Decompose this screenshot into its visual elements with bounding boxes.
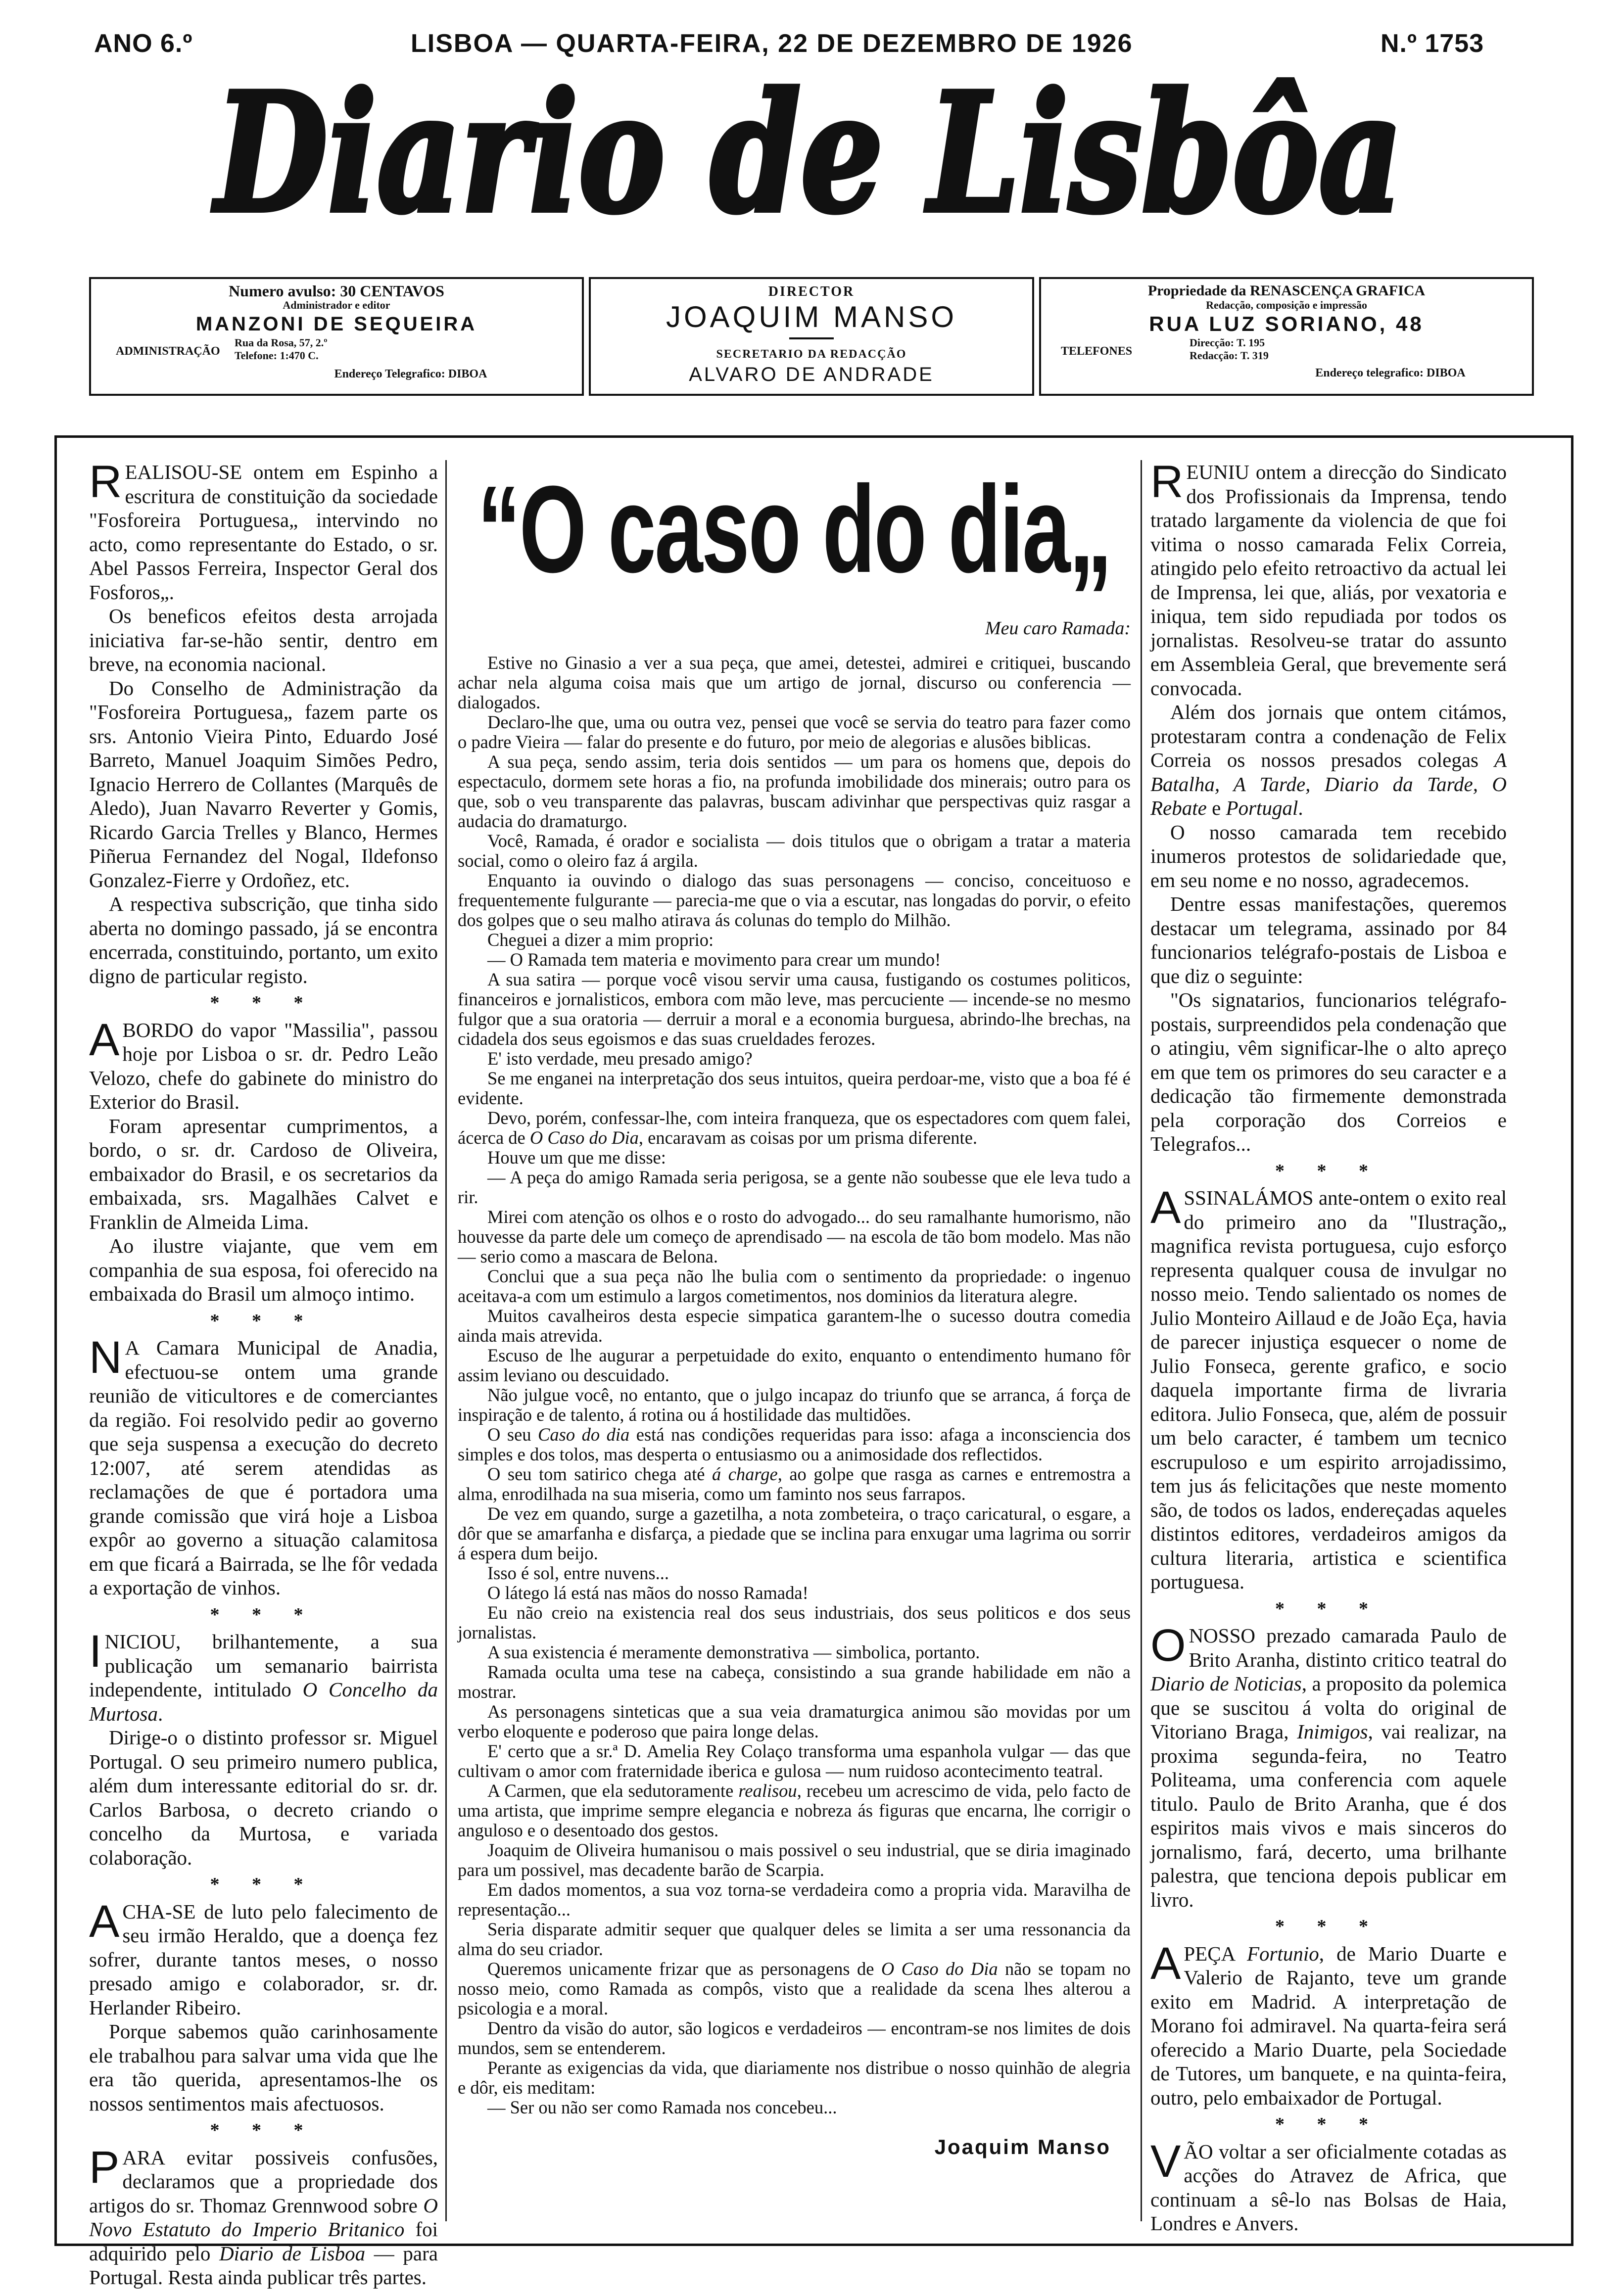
news-text: , de Mario Duarte e Valerio de Rajanto, teve um grande exito em Madrid. A interpretação de Morano foi admiravel. Na quarta-feira será oferecido a Mario Duarte, pela Sociedade de Tutores, um banquete, e na quinta-feira, outro, pelo embaixador de Portugal. xyxy=(1150,1942,1507,2109)
news-sindicato-p2 xyxy=(1150,700,1507,820)
director-label: DIRECTOR xyxy=(768,284,855,299)
separator-stars: * * * xyxy=(210,2120,317,2141)
article-paragraph: Você, Ramada, é orador e socialista — dois titulos que o obrigam a tratar a materia social, como o oleiro faz á argila. xyxy=(458,831,1131,871)
article-paragraph: Ramada oculta uma tese na cabeça, consistindo a sua grande habilidade em não a mostrar. xyxy=(458,1662,1131,1702)
owner-label: Propriedade da RENASCENÇA GRAFICA xyxy=(1147,282,1426,299)
secretary-name: ALVARO DE ANDRADE xyxy=(689,364,934,385)
article-paragraph: — O Ramada tem materia e movimento para crear um mundo! xyxy=(487,949,941,970)
article-text: Devo, porém, confessar-lhe, com inteira franqueza, que os espectadores com quem falei, ácerca de xyxy=(458,1108,1131,1148)
article-salutation: Meu caro Ramada: xyxy=(985,618,1131,639)
news-luto-p1: ACHA-SE de luto pelo falecimento de seu irmão Heraldo, que a doença fez sofrer, durante tantos meses, o nosso presado amigo e colaborador, sr. dr. Herlander Ribeiro. xyxy=(89,1896,438,2019)
article-paragraph: Cheguei a dizer a mim proprio: xyxy=(487,930,714,950)
masthead-logo xyxy=(208,57,1410,249)
admin-label: Administrador e editor xyxy=(283,299,390,311)
composition-label: Redacção, composição e impressão xyxy=(1206,299,1367,311)
article-paragraph xyxy=(458,1108,1131,1148)
article-paragraph: Em dados momentos, a sua voz torna-se verdadeira como a propria vida. Maravilha de representação... xyxy=(458,1879,1131,1920)
direction-divider xyxy=(789,337,834,339)
news-text: , a proposito da polemica que se suscitou á volta do original de Vitoriano Braga, xyxy=(1150,1672,1507,1743)
news-text: , vai realizar, na proxima segunda-feira, no Teatro Politeama, uma conferencia com aquele titulo. Paulo de Brito Aranha, que é dos espiritos mais vivos e mais sinceros do jornalismo, fará, decerto, uma brilhante palestra, que tenciona depois publicar em livro. xyxy=(1150,1720,1507,1911)
phone-direction: Direcção: T. 195 xyxy=(1190,336,1265,349)
play-title: Inimigos xyxy=(1297,1720,1368,1743)
newspaper-name: Portugal xyxy=(1226,797,1298,819)
news-text: ONOSSO prezado camarada Paulo de Brito Aranha, distinto critico teatral do xyxy=(1150,1620,1507,1671)
italic-term: á charge xyxy=(712,1464,778,1484)
article-text: está nas condições requeridas para isso: afaga a inconsciencia dos simples e dos tolos, mas desperta o entusiasmo ou a animosidade dos reflectidos. xyxy=(458,1424,1131,1464)
info-box-administration xyxy=(89,277,584,396)
news-fosforeira-p1: REALISOU-SE ontem em Espinho a escritura de constituição da sociedade "Fosforeira Portuguesa„ intervindo no acto, como representante do Estado, o sr. Abel Passos Ferreira, Inspector Geral dos Fosforos„. xyxy=(89,457,438,604)
separator-stars: * * * xyxy=(1275,1598,1382,1619)
center-column xyxy=(458,460,1131,2157)
separator-stars: * * * xyxy=(1275,1160,1382,1181)
news-massilia-p3: Ao ilustre viajante, que vem em companhia de sua esposa, foi oferecido na embaixada do Brasil um almoço intimo. xyxy=(89,1234,438,1305)
separator-stars: * * * xyxy=(1275,2114,1382,2135)
article-paragraph: — Ser ou não ser como Ramada nos concebeu... xyxy=(487,2097,837,2117)
info-box-property xyxy=(1039,277,1534,396)
article-text: , ao golpe que rasga as carnes e entremostra a alma, enrodilhada na sua miseria, como um faminto nos seus farrapos. xyxy=(458,1464,1131,1504)
separator-stars: * * * xyxy=(210,1874,317,1895)
article-paragraph: Joaquim de Oliveira humanisou o mais possivel o seu industrial, que se diria imaginado para um possivel, mas decadente barão de Scarpia. xyxy=(458,1840,1131,1880)
news-grennwood xyxy=(89,2142,438,2290)
news-ilustracao: ASSINALÁMOS ante-ontem o exito real do primeiro ano da "Ilustração„ magnifica revista portuguesa, cujo esforço representa qualquer cousa de invulgar no nosso meio. Tendo salientado os nomes de Julio Monteiro Aillaud e de João Eça, havia de parecer injustiça esquecer o nome de Julio Fonseca, gerente grafico, e socio daquela importante firma de livraria editora. Julio Fonseca, que, além de possuir um belo caracter, é tambem um tecnico escrupuloso e um espirito arrojadissimo, tem jus ás felicitações que neste momento são, de todos os lados, endereçadas aqueles distintos editores, verdadeiros amigos da cultura literaria, artistica e scientifica portuguesa. xyxy=(1150,1182,1507,1593)
separator-stars: * * * xyxy=(210,1310,317,1331)
separator-stars: * * * xyxy=(210,992,317,1013)
article-paragraph: Eu não creio na existencia real dos seus industriais, dos seus politicos e dos seus jornalistas. xyxy=(458,1602,1131,1642)
year-label: ANO 6.º xyxy=(94,29,193,58)
right-column xyxy=(1150,457,1507,2236)
article-paragraph: Mirei com atenção os olhos e o rosto do advogado... do seu ramalhante humorismo, não houvesse da parte dele um começo de aprendisado — na escola de tão bom modelo. Mas não — serio como a mascara de Belona. xyxy=(458,1207,1131,1266)
punctuation: . xyxy=(1298,797,1303,819)
article-paragraph: A sua peça, sendo assim, teria dois sentidos — um para os homens que, depois do espectaculo, dormem sete horas a fio, na profunda imobilidade dos minerais; outro para os que, sob o veu transparente das palavras, buscam adivinhar que perspectivas quiz rasgar a audacia do dramaturgo. xyxy=(458,751,1131,831)
article-paragraph: Muitos cavalheiros desta especie simpatica garantem-lhe o sucesso doutra comedia ainda mais atrevida. xyxy=(458,1306,1131,1346)
article-paragraph: — A peça do amigo Ramada seria perigosa, se a gente não soubesse que ele leva tudo a rir. xyxy=(458,1167,1131,1207)
punctuation: . xyxy=(157,1702,163,1725)
article-paragraph: Estive no Ginasio a ver a sua peça, que amei, detestei, admirei e critiquei, buscando achar nela alguma coisa mais que um artigo de jornal, discurso ou conferencia — dialogados. xyxy=(458,653,1131,712)
italic-term: realisou xyxy=(738,1781,797,1801)
masthead-title: Diario de Lisbôa xyxy=(211,57,1403,249)
article-paragraph xyxy=(458,1781,1131,1840)
article-paragraph: Perante as exigencias da vida, que diariamente nos distribue o nosso quinhão de alegria e dôr, eis meditam: xyxy=(458,2058,1131,2098)
newspaper-name: Diario de Noticias xyxy=(1150,1672,1302,1695)
phones-label: TELEFONES xyxy=(1061,345,1133,358)
news-atravez-africa: VÃO voltar a ser oficialmente cotadas as acções do Atravez de Africa, que continuam a sê-lo nas Bolsas de Haia, Londres e Anvers. xyxy=(1150,2136,1507,2235)
article-paragraph: Conclui que a sua peça não lhe bulia com o sentimento da propriedade: o ingenuo aceitava-a com um estimulo a largos cometimentos, nos dominios da literatura alegre. xyxy=(458,1266,1131,1306)
article-paragraph: Isso é sol, entre nuvens... xyxy=(487,1563,669,1583)
news-fosforeira-p2: Os beneficos efeitos desta arrojada iniciativa far-se-hão sentir, dentro em breve, na economia nacional. xyxy=(89,605,438,675)
news-brito-aranha xyxy=(1150,1620,1507,1912)
news-sindicato-p4: Dentre essas manifestações, queremos destacar um telegrama, assinado por 84 funcionarios telégrafo-postais de Lisboa e que diz o seguinte: xyxy=(1150,892,1507,987)
play-title: O Caso do Dia xyxy=(529,1127,639,1148)
director-name: JOAQUIM MANSO xyxy=(666,300,957,333)
article-paragraph xyxy=(458,1425,1131,1464)
news-anadia: NA Camara Municipal de Anadia, efectuou-se ontem uma grande reunião de viticultores e de comerciantes da região. Foi resolvido pedir ao governo que seja suspensa a execução do decreto 12:007, até serem atendidas as reclamações de que é portadora uma grande comissão que virá hoje a Lisboa expôr ao governo a situação calamitosa em que ficará a Bairrada, se lhe fôr vedada a exportação de vinhos. xyxy=(89,1332,438,1599)
article-paragraph: Escuso de lhe augurar a perpetuidade do exito, enquanto o entendimento humano fôr assim leviano ou descuidado. xyxy=(458,1345,1131,1385)
street-address: RUA LUZ SORIANO, 48 xyxy=(1149,312,1424,335)
article-paragraph: E' isto verdade, meu presado amigo? xyxy=(487,1048,753,1069)
separator-stars: * * * xyxy=(1275,1916,1382,1937)
news-massilia-p1: ABORDO do vapor "Massilia", passou hoje por Lisboa o sr. dr. Pedro Leão Velozo, chefe do gabinete do ministro do Exterior do Brasil. xyxy=(89,1014,438,1113)
news-grennwood-text: — para Portugal. Resta ainda publicar três partes. xyxy=(89,2242,438,2289)
article-text: Queremos unicamente frizar que as personagens de xyxy=(487,1959,881,1979)
phone-redaction: Redacção: T. 319 xyxy=(1190,349,1269,362)
article-paragraph: De vez em quando, surge a gazetilha, a nota zombeteira, o traço caricatural, o esgare, a dôr que se amarfanha e disfarça, a piedade que se inclina para enxugar uma lagrima ou sorrir á espera dum beijo. xyxy=(458,1503,1131,1563)
article-paragraph: Enquanto ia ouvindo o dialogo das suas personagens — conciso, conceituoso e frequentemente fulgurante — parecia-me que o via a escutar, nas longadas do porvir, o efeito dos golpes que o seu malho atirava ás colunas do templo do Milhão. xyxy=(458,870,1131,930)
right-telegraph: Endereço telegrafico: DIBOA xyxy=(1315,367,1466,379)
admin-phone: Telefone: 1:470 C. xyxy=(235,349,319,362)
newspaper-name: Diario de Lisboa xyxy=(219,2242,366,2265)
article-paragraph: A sua satira — porque você visou servir uma causa, fustigando os costumes politicos, financeiros e jornalisticos, embora com mão leve, mas percuciente — incende-se no mesmo fulgor que a sua oratoria — derruir a moral e a economia burguesa, abrindo-lhe brechas, na cidadela dos seus egoismos e das suas crueldades ferozes. xyxy=(458,969,1131,1049)
admin-address-label: ADMINISTRAÇÃO xyxy=(116,345,220,358)
article-paragraph xyxy=(458,1464,1131,1504)
info-box-direction xyxy=(589,277,1034,396)
article-paragraph: E' certo que a sr.ª D. Amelia Rey Colaço transforma uma espanhola vulgar — das que cultivam o amor com fraternidade iberica e gulosa — num ruidoso acontecimento teatral. xyxy=(458,1741,1131,1781)
article-paragraph: O látego lá está nas mãos do nosso Ramada! xyxy=(487,1583,809,1603)
news-sindicato-p1: REUNIU ontem a direcção do Sindicato dos Profissionais da Imprensa, tendo tratado largamente da violencia de que foi vitima o nosso camarada Felix Correia, atingido pelo efeito retroactivo da actual lei de Imprensa, lei que, aliás, por vexatoria e iniqua, tem sido repudiada por todos os jornalistas. Resolveu-se tratar do assunto em Assembleia Geral, que brevemente será convocada. xyxy=(1150,457,1507,700)
admin-address: Rua da Rosa, 57, 2.º xyxy=(235,336,328,349)
column-divider-left xyxy=(445,460,447,2221)
newspaper-names: A Batalha, A Tarde, Diario da Tarde, O Rebate xyxy=(1150,749,1507,819)
news-text: Além dos jornais que ontem citámos, protestaram contra a condenação de Felix Correia os nossos presados colegas xyxy=(1150,701,1507,771)
admin-address-block xyxy=(91,336,582,366)
secretary-label: SECRETARIO DA REDACÇÃO xyxy=(716,348,907,361)
admin-telegraph: Endereço Telegrafico: DIBOA xyxy=(334,368,487,380)
article-headline: “O caso do dia„ xyxy=(477,460,1111,598)
play-title: Fortunio xyxy=(1247,1942,1319,1965)
article-text: , encaravam as coisas por um prisma diferente. xyxy=(638,1127,978,1148)
play-title: Caso do dia xyxy=(538,1424,630,1445)
article-paragraph xyxy=(458,1959,1131,2018)
news-massilia-p2: Foram apresentar cumprimentos, a bordo, o sr. dr. Cardoso de Oliveira, embaixador do Brasil, e os secretarios da embaixada, srs. Magalhães Calvet e Franklin de Almeida Lima. xyxy=(89,1114,438,1233)
article-title-estatuto: O Novo Estatuto do Imperio Britanico xyxy=(89,2194,438,2241)
news-murtosa-p1 xyxy=(89,1626,438,1726)
admin-name: MANZONI DE SEQUEIRA xyxy=(195,313,477,335)
article-text: O seu tom satirico chega até xyxy=(487,1464,712,1484)
news-murtosa-text: INICIOU, brilhantemente, a sua publicação um semanario bairrista independente, intitulado xyxy=(89,1626,438,1701)
news-fosforeira-p4: A respectiva subscrição, que tinha sido aberta no domingo passado, já se encontra encerrada, constituindo, portanto, um exito digno de particular registo. xyxy=(89,892,438,987)
article-paragraph: Se me enganei na interpretação dos seus intuitos, queira perdoar-me, visto que a boa fé é evidente. xyxy=(458,1068,1131,1108)
separator-stars: * * * xyxy=(210,1604,317,1625)
article-paragraph: As personagens sinteticas que a sua veia dramaturgica animou são movidas por um verbo eloquente e poderoso que paira longe delas. xyxy=(458,1701,1131,1741)
news-grennwood-text: foi adquirido pelo xyxy=(89,2218,438,2265)
price-label: Numero avulso: 30 CENTAVOS xyxy=(229,282,444,300)
article-paragraph: Dentro da visão do autor, são logicos e verdadeiros — encontram-se nos limites de dois mundos, sem se entenderem. xyxy=(458,2018,1131,2058)
news-text: APEÇA xyxy=(1150,1938,1247,1989)
news-fosforeira-p3: Do Conselho de Administração da "Fosforeira Portuguesa„ fazem parte os srs. Antonio Vieira Pinto, Eduardo José Barreto, Manuel Joaquim Simões Pedro, Ignacio Herrero de Collantes (Marquês de Aledo), Juan Navarro Reverter y Gomis, Ricardo Garcia Trelles y Blanco, Hermes Piñerua Fernandez del Nogal, Ildefonso Gonzalez-Fierre y Ordoñez, etc. xyxy=(89,676,438,891)
article-paragraph: A sua existencia é meramente demonstrativa — simbolica, portanto. xyxy=(487,1642,980,1662)
article-text: O seu xyxy=(487,1424,538,1445)
news-text: e xyxy=(1206,797,1226,819)
left-column xyxy=(89,457,438,2290)
play-title: O Caso do Dia xyxy=(881,1959,998,1979)
issue-number: N.º 1753 xyxy=(1381,29,1484,58)
phones-block xyxy=(1041,336,1532,365)
news-grennwood-text: PARA evitar possiveis confusões, declaramos que a propriedade dos artigos do sr. Thomaz Grennwood sobre xyxy=(89,2142,438,2217)
column-divider-right xyxy=(1141,460,1142,2221)
news-sindicato-p3: O nosso camarada tem recebido inumeros protestos de solidariedade que, em seu nome e no nosso, agradecemos. xyxy=(1150,820,1507,891)
news-murtosa-p2: Dirige-o o distinto professor sr. Miguel Portugal. O seu primeiro numero publica, além dum interessante editorial do sr. dr. Carlos Barbosa, o decreto criando o concelho da Murtosa, e variada colaboração. xyxy=(89,1726,438,1869)
article-text: , recebeu um acrescimo de vida, pelo facto de uma artista, que imprime sempre elegancia e nobreza ás figuras que encarna, lhe corrigir o anguloso e o desentoado dos gestos. xyxy=(458,1781,1131,1840)
news-fortunio xyxy=(1150,1938,1507,2110)
article-paragraph: Houve um que me disse: xyxy=(487,1147,666,1168)
dateline: LISBOA — QUARTA-FEIRA, 22 DE DEZEMBRO DE 1926 xyxy=(411,29,1133,58)
article-paragraph: Não julgue você, no entanto, que o julgo incapaz do triunfo que se arranca, á força de inspiração e de talento, á rotina ou á hostilidade das multidões. xyxy=(458,1385,1131,1425)
article-signature: Joaquim Manso xyxy=(934,2135,1111,2158)
article-paragraph: Declaro-lhe que, uma ou outra vez, pensei que você se servia do teatro para fazer como o padre Vieira — falar do presente e do futuro, por meio de alegorias e alusões biblicas. xyxy=(458,712,1131,752)
article-text: não se topam no nosso meio, como Ramada as compôs, visto que a realidade da scena lhes alterou a psicologia e a moral. xyxy=(458,1959,1131,2018)
article-text: A Carmen, que ela sedutoramente xyxy=(487,1781,739,1801)
newspaper-title-murtosa: O Concelho da Murtosa xyxy=(89,1678,438,1725)
news-luto-p2: Porque sabemos quão carinhosamente ele trabalhou para salvar uma vida que lhe era tão querida, apresentamos-lhe os nossos sentimentos mais afectuosos. xyxy=(89,2020,438,2115)
news-sindicato-p5: "Os signatarios, funcionarios telégrafo-postais, surpreendidos pela condenação que o atingiu, vêm significar-lhe o alto apreço em que tem os primores do seu caracter e a dedicação tão firmemente demonstrada pela corporação dos Correios e Telegrafos... xyxy=(1150,988,1507,1155)
article-paragraph: Seria disparate admitir sequer que qualquer deles se limita a ser uma ressonancia da alma do seu criador. xyxy=(458,1919,1131,1959)
